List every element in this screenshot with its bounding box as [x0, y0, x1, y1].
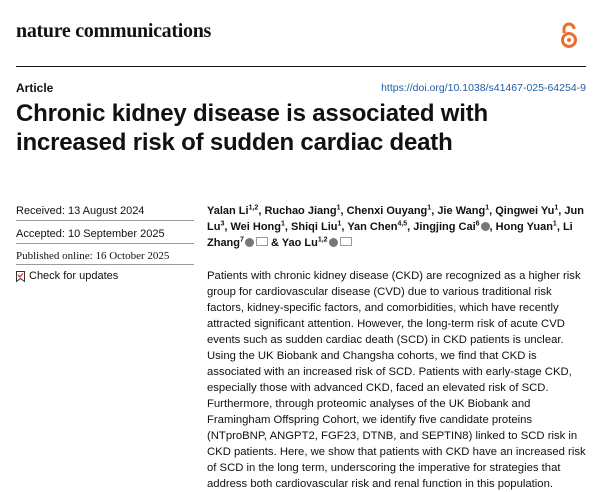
author-list: Yalan Li$^{1,2}$, Ruchao Jiang$^1$, Chenxi Ouyang$^1$, Jie Wang$^1$, Qingwei Yu$^1$, Jun Lu$^3$, Wei Hong$^1$, Shiqi Liu$^1$, Yan Chen$^{4,5}$, Jingjing Cai$^6$ , Hong Yuan$^1$, Li Zhang$^7$ & Yao Lu$^{1,2}$ — [207, 204, 584, 249]
author-name[interactable] — [347, 221, 407, 233]
journal-name[interactable]: nature communications — [16, 20, 211, 42]
doi-link[interactable]: https://doi.org/10.1038/s41467-025-64254-9 — [381, 82, 586, 94]
author-affiliation: 1 — [337, 220, 342, 228]
author-name-text: Chenxi Ouyang — [346, 205, 428, 217]
check-for-updates-label: Check for updates — [29, 270, 119, 282]
author-name[interactable] — [264, 205, 340, 217]
author-affiliation: 1,2 — [248, 204, 259, 212]
orcid-icon[interactable] — [329, 238, 338, 247]
article-title: Chronic kidney disease is associated with increased risk of sudden cardiac death — [16, 100, 488, 156]
orcid-icon[interactable] — [481, 222, 490, 231]
author-name[interactable] — [207, 205, 258, 217]
author-name-text: Li Zhang — [207, 221, 573, 249]
published-date: Published online: 16 October 2025 — [16, 250, 170, 262]
email-icon[interactable] — [256, 237, 268, 246]
author-name[interactable] — [291, 221, 341, 233]
meta-divider — [16, 220, 194, 221]
author-affiliation: 3 — [220, 220, 225, 228]
meta-divider — [16, 243, 194, 244]
author-name-text: Yalan Li — [207, 205, 249, 217]
author-affiliation: 1 — [485, 204, 490, 212]
author-name[interactable] — [282, 237, 352, 249]
author-name-text: Qingwei Yu — [495, 205, 555, 217]
orcid-icon[interactable] — [245, 238, 254, 247]
author-name[interactable] — [347, 205, 432, 217]
author-name-text: Yao Lu — [281, 237, 318, 249]
article-type-label: Article — [16, 81, 54, 95]
author-affiliation: 1 — [552, 220, 557, 228]
author-affiliation: 1,2 — [317, 236, 328, 244]
header-divider — [16, 66, 586, 67]
author-name[interactable] — [437, 205, 489, 217]
author-name[interactable] — [496, 221, 557, 233]
author-name[interactable] — [230, 221, 284, 233]
author-affiliation: 1 — [427, 204, 432, 212]
author-affiliation: 1 — [281, 220, 285, 228]
author-name-text: Ruchao Jiang — [264, 205, 337, 217]
abstract-text: Patients with chronic kidney disease (CKD) are recognized as a higher risk group for cardiovascular disease (CVD) due to various traditional risk factors, kidney-specific factors, and comorbidities, which have recently attracted significant attention. However, the long-term risk of acute CVD events such as sudden cardiac death (SCD) in CKD patients is unclear. Using the UK Biobank and Changsha cohorts, we find that CKD is associated with an increased risk of SCD. Patients with early-stage CKD, especially those with advanced CKD, faced an elevated risk of SCD. Furthermore, through proteomic analyses of the UK Biobank and Framingham Offspring Cohort, we identify five candidate proteins (NTproBNP, ANGPT2, FGF23, DTNB, and SEPTIN8) linked to SCD risk in CKD patients. Here, we show that patients with CKD have an increased risk of SCD in the long term, underscoring the imperative for strategies that address both cardiovascular risk and renal function in this population. — [207, 270, 586, 490]
check-for-updates-button[interactable] — [16, 270, 194, 282]
received-date: Received: 13 August 2024 — [16, 205, 145, 217]
author-affiliation: 6 — [475, 220, 480, 228]
accepted-date: Accepted: 10 September 2025 — [16, 228, 165, 240]
author-name[interactable] — [413, 221, 489, 233]
author-name-text: Jingjing Cai — [413, 221, 476, 233]
author-affiliation: 1 — [554, 204, 559, 212]
open-access-lock-icon — [560, 22, 578, 49]
author-name-text: Hong Yuan — [495, 221, 553, 233]
author-name-text: Shiqi Liu — [291, 221, 338, 233]
email-icon[interactable] — [340, 237, 352, 246]
author-name-text: Jie Wang — [437, 205, 486, 217]
author-name-text: Wei Hong — [230, 221, 281, 233]
author-affiliation: 1 — [336, 204, 341, 212]
author-name-text: Yan Chen — [347, 221, 398, 233]
author-name[interactable] — [495, 205, 558, 217]
bookmark-update-icon — [16, 271, 25, 282]
author-affiliation: 7 — [240, 236, 244, 244]
author-name-text: Jun Lu — [207, 205, 584, 233]
author-affiliation: 4,5 — [397, 220, 408, 228]
meta-divider — [16, 264, 194, 265]
